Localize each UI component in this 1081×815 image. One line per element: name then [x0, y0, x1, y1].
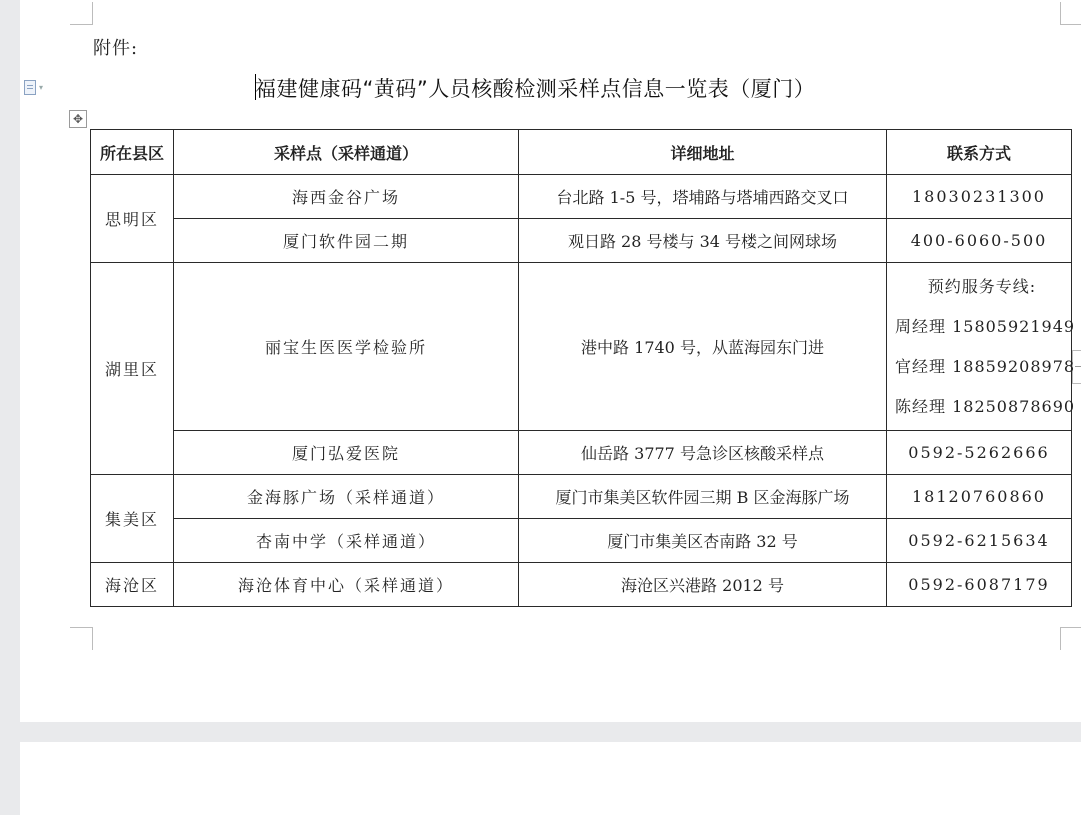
contact-cell[interactable]: 0592-6087179 [887, 563, 1072, 607]
contact-cell-multiline[interactable] [887, 263, 1076, 431]
table-header-row [91, 130, 1072, 175]
site-cell[interactable]: 厦门软件园二期 [174, 219, 519, 263]
district-cell[interactable]: 海沧区 [91, 563, 174, 607]
contact-cell[interactable]: 18030231300 [887, 175, 1072, 219]
margin-corner-top-left [70, 2, 93, 25]
site-cell[interactable]: 海西金谷广场 [174, 175, 519, 219]
site-cell[interactable]: 厦门弘爱医院 [174, 431, 519, 475]
table-row [91, 475, 1072, 519]
contact-line: 周经理 15805921949 [895, 316, 1076, 336]
district-cell[interactable]: 集美区 [91, 475, 174, 563]
contact-line: 官经理 18859208978 [895, 356, 1076, 376]
site-cell[interactable]: 海沧体育中心（采样通道） [174, 563, 519, 607]
address-cell[interactable]: 厦门市集美区软件园三期 B 区金海豚广场 [519, 475, 887, 519]
table-row [91, 175, 1072, 219]
table-row [91, 219, 1072, 263]
margin-corner-bottom-right [1060, 627, 1081, 650]
address-cell[interactable]: 厦门市集美区杏南路 32 号 [519, 519, 887, 563]
address-cell[interactable]: 仙岳路 3777 号急诊区核酸采样点 [519, 431, 887, 475]
sampling-site-table[interactable] [90, 129, 1076, 607]
header-contact[interactable]: 联系方式 [887, 130, 1072, 175]
header-address[interactable]: 详细地址 [519, 130, 887, 175]
next-document-page [20, 742, 1081, 815]
document-title[interactable]: 福建健康码“黄码”人员核酸检测采样点信息一览表（厦门） [255, 77, 816, 101]
header-site[interactable]: 采样点（采样通道） [174, 130, 519, 175]
address-cell[interactable]: 台北路 1-5 号，塔埔路与塔埔西路交叉口 [519, 175, 887, 219]
address-cell[interactable]: 观日路 28 号楼与 34 号楼之间网球场 [519, 219, 887, 263]
contact-line: 预约服务专线: [927, 276, 1037, 296]
margin-corner-bottom-left [70, 627, 93, 650]
attachment-label: 附件: [93, 38, 139, 59]
site-cell[interactable]: 丽宝生医医学检验所 [174, 263, 519, 431]
margin-corner-top-right [1060, 2, 1081, 25]
district-cell[interactable]: 湖里区 [91, 263, 174, 475]
table-row [91, 263, 1072, 431]
address-cell[interactable]: 港中路 1740 号，从蓝海园东门进 [519, 263, 887, 431]
address-cell[interactable]: 海沧区兴港路 2012 号 [519, 563, 887, 607]
document-icon [24, 80, 36, 95]
table-move-handle-icon[interactable]: ✥ [69, 110, 87, 128]
site-cell[interactable]: 金海豚广场（采样通道） [174, 475, 519, 519]
table-row [91, 563, 1072, 607]
site-cell[interactable]: 杏南中学（采样通道） [174, 519, 519, 563]
contact-cell[interactable]: 0592-6215634 [887, 519, 1072, 563]
header-district[interactable]: 所在县区 [91, 130, 174, 175]
contact-line: 陈经理 18250878690 [895, 396, 1076, 416]
table-row [91, 519, 1072, 563]
contact-cell[interactable]: 18120760860 [887, 475, 1072, 519]
contact-cell[interactable]: 400-6060-500 [887, 219, 1072, 263]
paragraph-doc-icon[interactable] [24, 79, 52, 95]
contact-cell[interactable]: 0592-5262666 [887, 431, 1072, 475]
district-cell[interactable]: 思明区 [91, 175, 174, 263]
dropdown-caret-icon: ▾ [39, 82, 44, 92]
table-row [91, 431, 1072, 475]
